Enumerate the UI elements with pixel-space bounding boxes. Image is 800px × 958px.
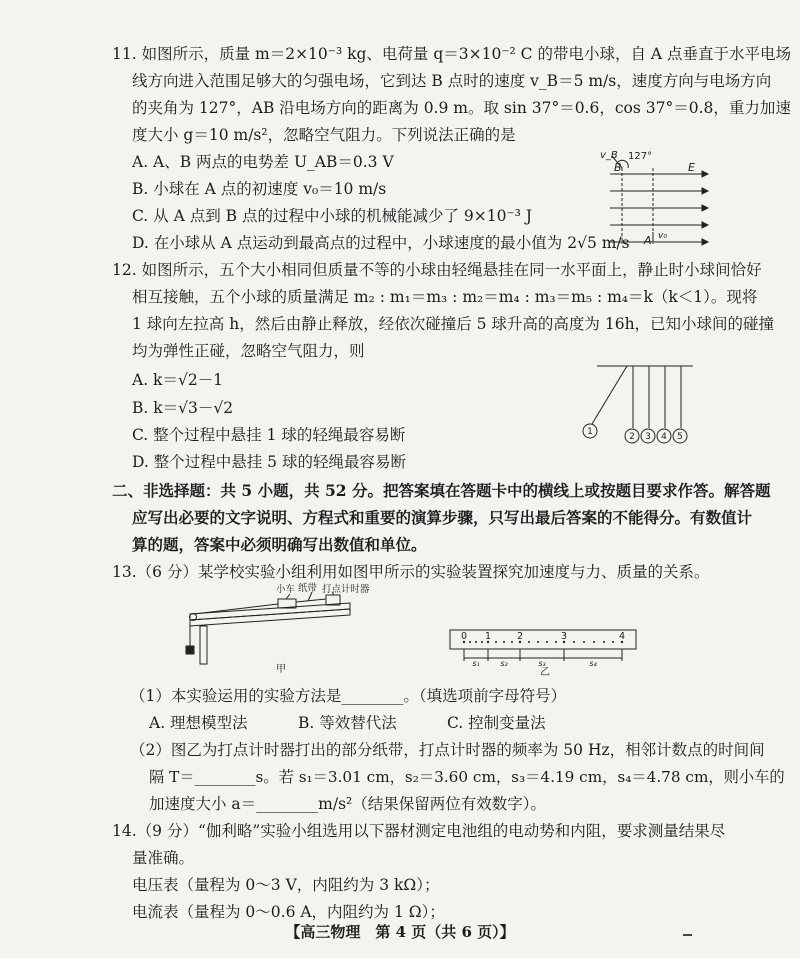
q11-option-b: B. 小球在 A 点的初速度 v₀＝10 m/s — [132, 180, 387, 198]
q12-option-c: C. 整个过程中悬挂 1 球的轻绳最容易断 — [132, 426, 406, 444]
q11-option-d: D. 在小球从 A 点运动到最高点的过程中，小球速度的最小值为 2√5 m/s — [132, 234, 630, 252]
q13-part1-option-b: B. 等效替代法 — [298, 714, 397, 732]
q13-part2-line-2: 隔 T＝________s。若 s₁＝3.01 cm，s₂＝3.60 cm，s₃＝4.19 cm，s₄＝4.78 cm，则小车的 — [149, 768, 785, 786]
section2-line-3: 算的题，答案中必须明确写出数值和单位。 — [132, 535, 427, 554]
q12-ball-label-3: 3 — [645, 432, 651, 442]
q13-stem: 13.（6 分）某学校实验小组利用如图甲所示的实验装置探究加速度与力、质量的关系。 — [112, 563, 710, 581]
q13-part2-line-3: 加速度大小 a＝________m/s²（结果保留两位有效数字）。 — [149, 795, 547, 813]
q13-apparatus-figure-jia — [180, 582, 370, 675]
q11-fig-b-label: B — [614, 161, 622, 174]
q14-equipment-ammeter: 电流表（量程为 0～0.6 A，内阻约为 1 Ω）； — [132, 903, 445, 921]
q13-jia-timer-label: 打点计时器 — [322, 584, 370, 595]
q12-pendulum-figure — [575, 360, 695, 450]
q12-ball-label-2: 2 — [629, 432, 635, 442]
q11-fig-a-label: A — [644, 234, 652, 247]
q11-line-2: 线方向进入范围足够大的匀强电场，它到达 B 点时的速度 v_B＝5 m/s，速度方向与电场方向 — [132, 72, 772, 90]
footer-mark — [683, 934, 692, 936]
q13-tape-point-3: 3 — [560, 631, 568, 642]
q13-yi-caption: 乙 — [540, 667, 550, 678]
q11-fig-e-label: E — [688, 161, 695, 174]
q13-tape-point-0: 0 — [460, 631, 468, 642]
section2-line-1: 二、非选择题：共 5 小题，共 52 分。把答案填在答题卡中的横线上或按题目要求作答。解答题 — [112, 481, 771, 500]
q11-line-4: 度大小 g＝10 m/s²，忽略空气阻力。下列说法正确的是 — [132, 126, 516, 144]
q13-jia-tape-label: 纸带 — [298, 583, 318, 594]
q12-ball-label-1: 1 — [587, 427, 593, 437]
page-footer: 【高三物理 第 4 页（共 6 页）】 — [285, 923, 515, 941]
q12-option-a: A. k＝√2－1 — [132, 371, 224, 389]
q13-part1-option-a: A. 理想模型法 — [149, 714, 248, 732]
q12-line-2: 相互接触，五个小球的质量满足 m₂ : m₁＝m₃ : m₂＝m₄ : m₃＝m₅ : m₄＝k（k＜1）。现将 — [132, 288, 758, 306]
q13-part2-line-1: （2）图乙为打点计时器打出的部分纸带，打点计时器的频率为 50 Hz，相邻计数点的时间间 — [130, 741, 765, 759]
q11-fig-v0-label: v₀ — [658, 231, 667, 241]
q11-field-figure — [598, 148, 710, 248]
q13-tape-s4-label: s₄ — [589, 659, 597, 668]
q11-fig-vb-label: v_B — [600, 150, 618, 161]
q13-jia-car-label: 小车 — [276, 584, 296, 595]
q13-tape-s1-label: s₁ — [472, 659, 480, 668]
q13-jia-caption: 甲 — [276, 664, 286, 675]
q14-line-1: 14.（9 分）“伽利略”实验小组选用以下器材测定电池组的电动势和内阻，要求测量结果尽 — [112, 822, 726, 840]
q11-line-3: 的夹角为 127°，AB 沿电场方向的距离为 0.9 m。取 sin 37°＝0.6，cos 37°＝0.8，重力加速 — [132, 99, 791, 117]
q12-line-1: 12. 如图所示，五个大小相同但质量不等的小球由轻绳悬挂在同一水平面上，静止时小球间恰好 — [112, 261, 762, 279]
q13-tape-point-1: 1 — [484, 631, 492, 642]
q11-option-c: C. 从 A 点到 B 点的过程中小球的机械能减少了 9×10⁻³ J — [132, 207, 532, 225]
q13-tape-s3-label: s₃ — [538, 659, 546, 668]
q14-line-2: 量准确。 — [132, 849, 195, 867]
q12-line-4: 均为弹性正碰，忽略空气阻力，则 — [132, 342, 365, 360]
q12-option-b: B. k＝√3－√2 — [132, 399, 234, 417]
q12-ball-label-5: 5 — [677, 432, 683, 442]
q12-option-d: D. 整个过程中悬挂 5 球的轻绳最容易断 — [132, 453, 406, 471]
q13-part1-option-c: C. 控制变量法 — [447, 714, 546, 732]
q12-line-3: 1 球向左拉高 h，然后由静止释放，经依次碰撞后 5 球升高的高度为 16h，已知小球间的碰撞 — [132, 315, 775, 333]
q11-option-a: A. A、B 两点的电势差 U_AB＝0.3 V — [132, 153, 394, 171]
q13-tape-point-2: 2 — [516, 631, 524, 642]
q13-part1: （1）本实验运用的实验方法是________。（填选项前字母符号） — [130, 687, 567, 705]
q13-tape-s2-label: s₂ — [500, 659, 508, 668]
q11-fig-angle-label: 127° — [628, 151, 653, 162]
q14-equipment-voltmeter: 电压表（量程为 0～3 V，内阻约为 3 kΩ）； — [132, 876, 440, 894]
section2-line-2: 应写出必要的文字说明、方程式和重要的演算步骤，只写出最后答案的不能得分。有数值计 — [132, 508, 753, 527]
q12-ball-label-4: 4 — [661, 432, 667, 442]
q13-tape-point-4: 4 — [618, 631, 626, 642]
q11-line-1: 11. 如图所示，质量 m＝2×10⁻³ kg、电荷量 q＝3×10⁻² C 的带电小球，自 A 点垂直于水平电场 — [112, 45, 791, 63]
q13-tape-figure-yi — [448, 625, 648, 678]
